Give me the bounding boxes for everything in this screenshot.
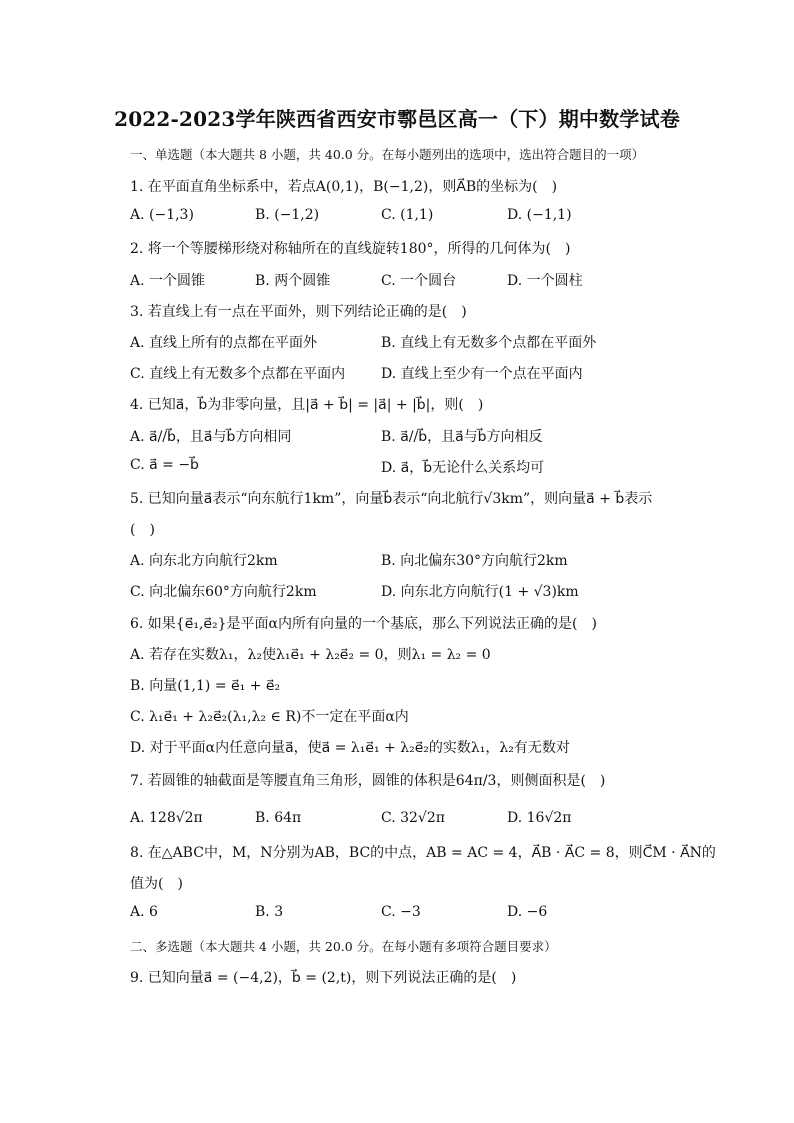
question-5-stem-continued: ( )	[130, 522, 155, 538]
question-2-stem: 2. 将一个等腰梯形绕对称轴所在的直线旋转180°，所得的几何体为( )	[130, 241, 571, 257]
q4-option-d: D. a⃗，b⃗无论什么关系均可	[381, 460, 545, 476]
q5-option-a: A. 向东北方向航行2km	[130, 553, 278, 569]
q6-option-a: A. 若存在实数λ₁，λ₂使λ₁e⃗₁ + λ₂e⃗₂ = 0，则λ₁ = λ₂ = 0	[130, 647, 491, 663]
q3-option-a: A. 直线上所有的点都在平面外	[130, 335, 318, 351]
q3-option-d: D. 直线上至少有一个点在平面内	[381, 366, 583, 382]
q2-option-d: D. 一个圆柱	[507, 273, 583, 289]
q1-option-d: D. (−1,1)	[507, 207, 572, 223]
q7-option-a: A. 128√2π	[130, 810, 203, 826]
question-4-stem: 4. 已知a⃗，b⃗为非零向量，且|a⃗ + b⃗| = |a⃗| + |b⃗|，则( )	[130, 397, 484, 413]
section-header-single-choice: 一、单选题（本大题共 8 小题，共 40.0 分。在每小题列出的选项中，选出符合题目的一项）	[130, 147, 645, 162]
q4-option-a: A. a⃗//b⃗，且a⃗与b⃗方向相同	[130, 429, 292, 445]
q1-option-b: B. (−1,2)	[255, 207, 320, 223]
q1-option-c: C. (1,1)	[381, 207, 434, 223]
q2-option-c: C. 一个圆台	[381, 273, 457, 289]
page-title: 2022-2023学年陕西省西安市鄠邑区高一（下）期中数学试卷	[114, 107, 680, 131]
q2-option-a: A. 一个圆锥	[130, 273, 206, 289]
q8-option-a: A. 6	[130, 904, 158, 920]
question-9-stem: 9. 已知向量a⃗ = (−4,2)，b⃗ = (2,t)，则下列说法正确的是( )	[130, 970, 517, 986]
q5-option-c: C. 向北偏东60°方向航行2km	[130, 584, 317, 600]
q5-option-b: B. 向北偏东30°方向航行2km	[381, 553, 568, 569]
q8-option-c: C. −3	[381, 904, 421, 920]
question-1-stem: 1. 在平面直角坐标系中，若点A(0,1)，B(−1,2)，则A⃗B的坐标为( )	[130, 179, 558, 195]
question-8-stem: 8. 在△ABC中，M，N分别为AB，BC的中点，AB = AC = 4，A⃗B · A⃗C = 8，则C⃗M · A⃗N的	[130, 845, 716, 861]
question-3-stem: 3. 若直线上有一点在平面外，则下列结论正确的是( )	[130, 304, 467, 320]
q6-option-b: B. 向量(1,1) = e⃗₁ + e⃗₂	[130, 678, 281, 694]
question-6-stem: 6. 如果{e⃗₁,e⃗₂}是平面α内所有向量的一个基底，那么下列说法正确的是( )	[130, 616, 597, 632]
question-5-stem: 5. 已知向量a⃗表示“向东航行1km”，向量b⃗表示“向北航行√3km”，则向量a⃗ + b⃗表示	[130, 491, 653, 507]
q3-option-c: C. 直线上有无数多个点都在平面内	[130, 366, 346, 382]
q8-option-d: D. −6	[507, 904, 548, 920]
q7-option-d: D. 16√2π	[507, 810, 572, 826]
q3-option-b: B. 直线上有无数多个点都在平面外	[381, 335, 597, 351]
q7-option-b: B. 64π	[255, 810, 302, 826]
q6-option-d: D. 对于平面α内任意向量a⃗，使a⃗ = λ₁e⃗₁ + λ₂e⃗₂的实数λ₁，λ₂有无数对	[130, 740, 570, 756]
section-header-multiple-choice: 二、多选题（本大题共 4 小题，共 20.0 分。在每小题有多项符合题目要求）	[130, 939, 557, 954]
q2-option-b: B. 两个圆锥	[255, 273, 331, 289]
q8-option-b: B. 3	[255, 904, 284, 920]
q4-option-b: B. a⃗//b⃗，且a⃗与b⃗方向相反	[381, 429, 543, 445]
q5-option-d: D. 向东北方向航行(1 + √3)km	[381, 584, 579, 600]
q4-option-c: C. a⃗ = −b⃗	[130, 457, 199, 473]
question-7-stem: 7. 若圆锥的轴截面是等腰直角三角形，圆锥的体积是64π/3，则侧面积是( )	[130, 773, 606, 789]
q1-option-a: A. (−1,3)	[130, 207, 194, 223]
q6-option-c: C. λ₁e⃗₁ + λ₂e⃗₂(λ₁,λ₂ ∈ R)不一定在平面α内	[130, 709, 409, 725]
question-8-stem-continued: 值为( )	[130, 876, 183, 892]
q7-option-c: C. 32√2π	[381, 810, 445, 826]
